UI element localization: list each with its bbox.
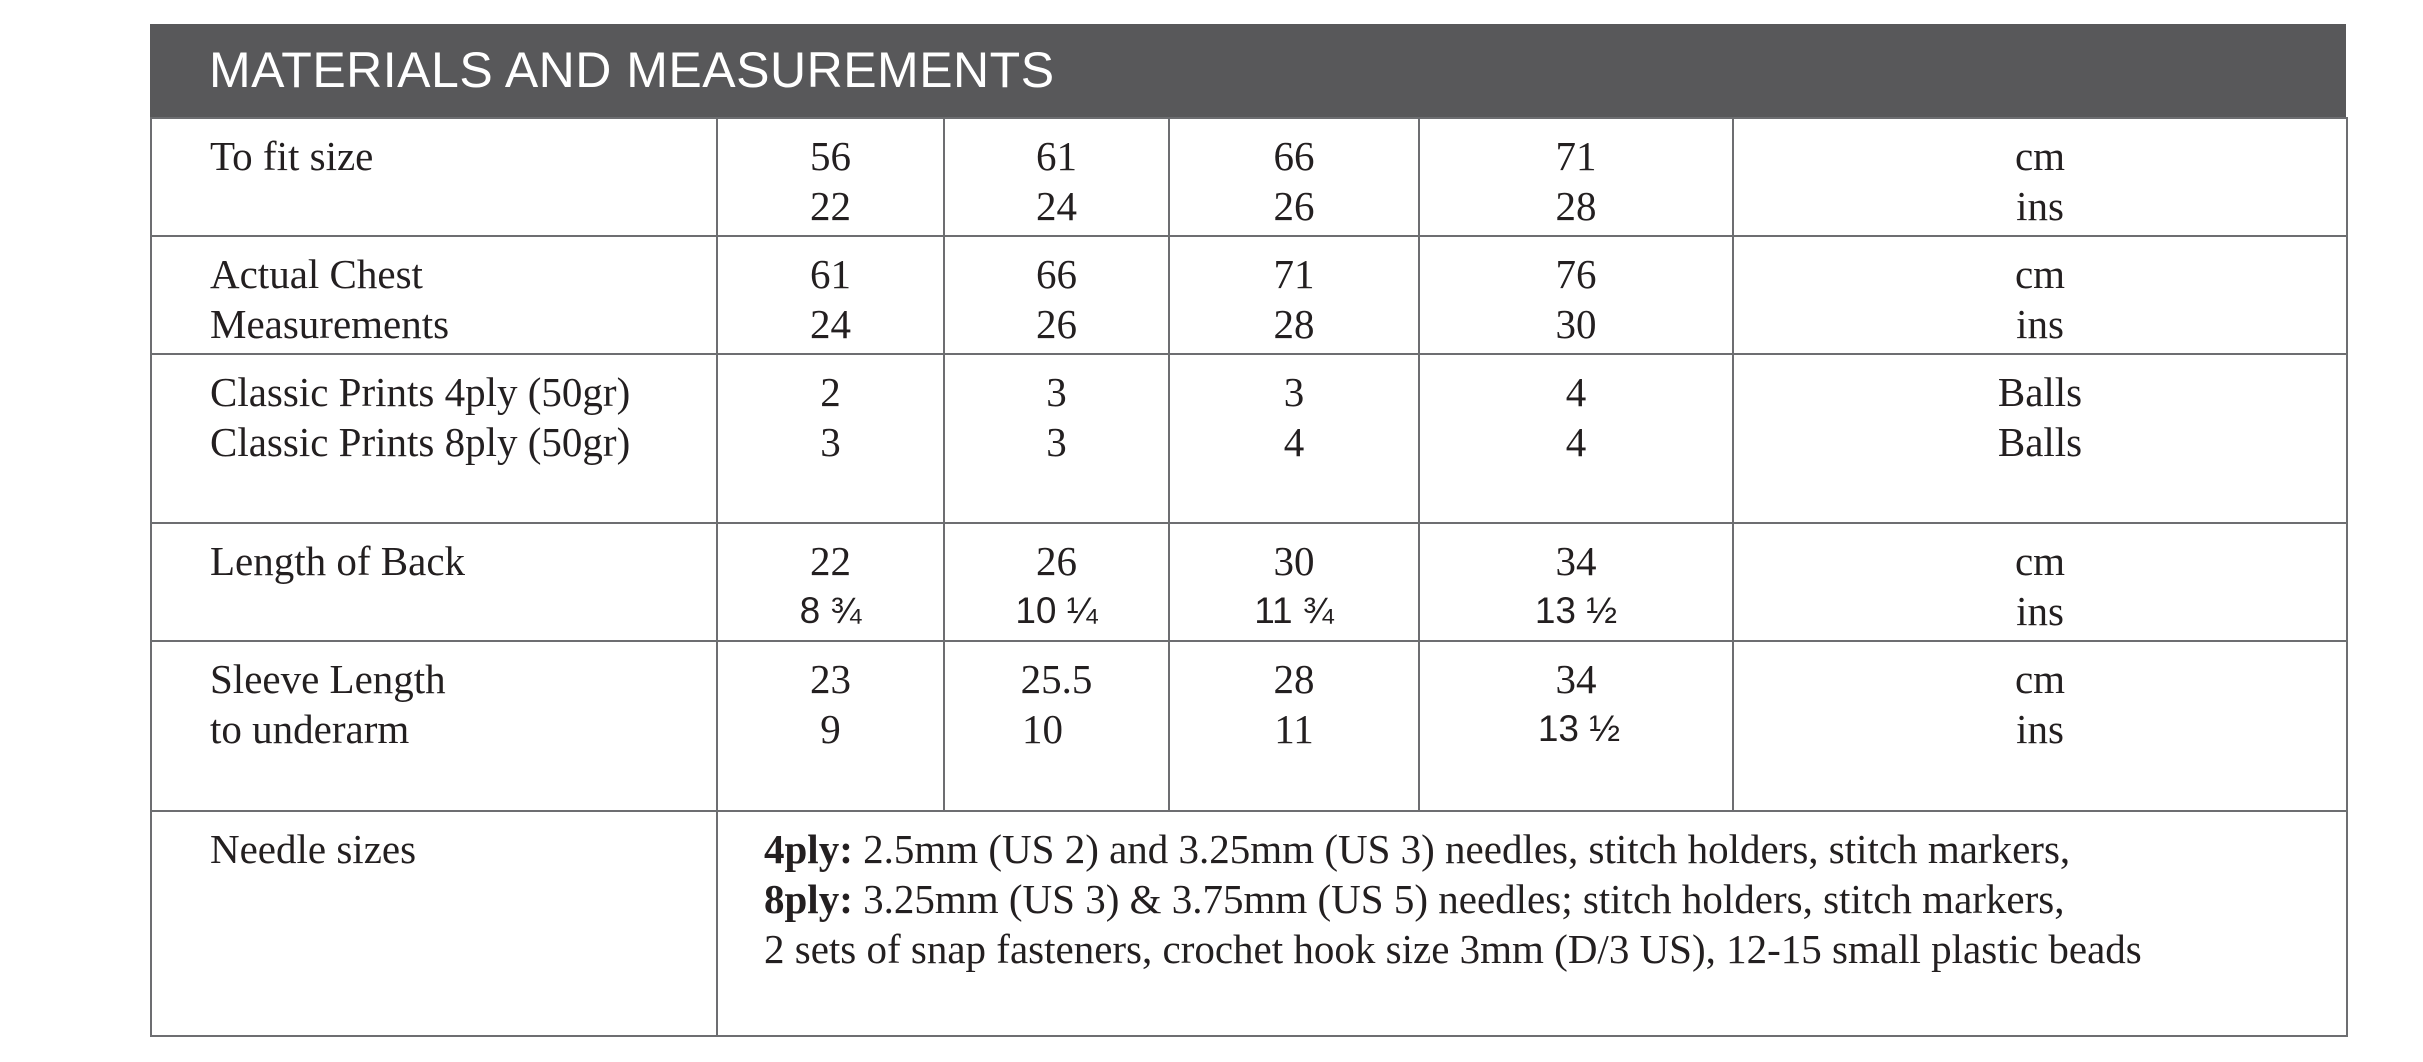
- unit-label: Balls: [1997, 369, 2083, 415]
- row-label-line: Classic Prints 4ply (50gr): [210, 369, 631, 415]
- unit-cell: [1733, 354, 2347, 523]
- value-ins: 13 ½: [1537, 708, 1621, 749]
- measurements-table: [150, 117, 2348, 1037]
- value-ins: 28: [1555, 183, 1597, 229]
- value-cm: 66: [1036, 251, 1077, 297]
- size-cell: [1169, 354, 1419, 523]
- needles-description: [717, 811, 2347, 1036]
- size-cell: [1419, 118, 1733, 236]
- table-row: [151, 811, 2347, 1036]
- size-cell: [1419, 354, 1733, 523]
- row-label: [151, 523, 717, 641]
- unit-label: ins: [2016, 301, 2064, 347]
- size-cell: [944, 641, 1169, 811]
- value-ins: 9: [820, 706, 841, 752]
- row-label: [151, 118, 717, 236]
- row-label: [151, 811, 717, 1036]
- size-cell: [1419, 641, 1733, 811]
- value-ins: 11: [1274, 706, 1314, 752]
- value-cm: 22: [810, 538, 851, 584]
- value-ins: 26: [1273, 183, 1315, 229]
- row-label-line: To fit size: [210, 133, 374, 179]
- needles-8ply-label: 8ply:: [764, 876, 853, 922]
- needles-4ply-label: 4ply:: [764, 826, 853, 872]
- value-cm: 26: [1036, 538, 1077, 584]
- value-8ply: 3: [1046, 419, 1067, 465]
- value-4ply: 3: [1283, 369, 1305, 415]
- value-cm: 28: [1273, 656, 1315, 702]
- unit-label: ins: [2016, 183, 2064, 229]
- value-cm: 71: [1273, 251, 1315, 297]
- row-label-line: Sleeve Length: [210, 656, 446, 702]
- unit-label: cm: [2014, 133, 2066, 179]
- unit-label: cm: [2014, 251, 2066, 297]
- value-cm: 30: [1273, 538, 1315, 584]
- size-cell: [1169, 641, 1419, 811]
- value-cm: 66: [1273, 133, 1315, 179]
- needles-line-4ply: [764, 824, 2346, 874]
- value-cm: 34: [1555, 656, 1597, 702]
- unit-label: cm: [2014, 538, 2066, 584]
- unit-label: cm: [2014, 656, 2066, 702]
- unit-cell: [1733, 641, 2347, 811]
- value-ins: 13 ½: [1534, 590, 1618, 631]
- row-label-line: Classic Prints 8ply (50gr): [210, 419, 631, 465]
- value-4ply: 2: [820, 369, 841, 415]
- value-8ply: 3: [820, 419, 841, 465]
- value-cm: 76: [1555, 251, 1597, 297]
- value-cm: 56: [810, 133, 851, 179]
- unit-cell: [1733, 523, 2347, 641]
- row-label: [151, 354, 717, 523]
- table-row: [151, 523, 2347, 641]
- size-cell: [717, 236, 944, 354]
- value-cm: 61: [810, 251, 851, 297]
- value-cm: 71: [1555, 133, 1597, 179]
- value-cm: 25.5: [1020, 656, 1093, 702]
- value-ins: 26: [1036, 301, 1077, 347]
- unit-cell: [1733, 236, 2347, 354]
- materials-sheet: [150, 24, 2346, 1037]
- size-cell: [944, 354, 1169, 523]
- size-cell: [1419, 236, 1733, 354]
- row-label-line: Measurements: [210, 301, 450, 347]
- size-cell: [1169, 236, 1419, 354]
- size-cell: [944, 523, 1169, 641]
- value-ins: 24: [810, 301, 851, 347]
- unit-label: ins: [2016, 706, 2064, 752]
- value-ins: 28: [1273, 301, 1315, 347]
- unit-label: Balls: [1997, 419, 2083, 465]
- value-ins: 30: [1555, 301, 1597, 347]
- unit-label: ins: [2016, 588, 2064, 634]
- value-ins: 8 ¾: [799, 590, 862, 631]
- row-label: [151, 641, 717, 811]
- needles-line-8ply: [764, 874, 2346, 924]
- size-cell: [944, 118, 1169, 236]
- table-row: [151, 118, 2347, 236]
- value-8ply: 4: [1283, 419, 1305, 465]
- value-ins: 24: [1036, 183, 1077, 229]
- table-row: [151, 236, 2347, 354]
- value-ins: 22: [810, 183, 851, 229]
- size-cell: [717, 118, 944, 236]
- value-4ply: 4: [1565, 369, 1587, 415]
- size-cell: [717, 354, 944, 523]
- unit-cell: [1733, 118, 2347, 236]
- row-label-line: Length of Back: [210, 538, 466, 584]
- size-cell: [944, 236, 1169, 354]
- size-cell: [717, 641, 944, 811]
- needles-8ply-text: 3.25mm (US 3) & 3.75mm (US 5) needles; stitch holders, stitch markers,: [852, 876, 2065, 922]
- value-cm: 61: [1036, 133, 1077, 179]
- row-label-line: Actual Chest: [210, 251, 423, 297]
- value-ins: 11 ¾: [1254, 590, 1334, 631]
- needles-4ply-text: 2.5mm (US 2) and 3.25mm (US 3) needles, stitch holders, stitch markers,: [852, 826, 2071, 872]
- size-cell: [717, 523, 944, 641]
- size-cell: [1419, 523, 1733, 641]
- needles-line-notions: 2 sets of snap fasteners, crochet hook size 3mm (D/3 US), 12-15 small plastic beads: [764, 926, 2142, 972]
- size-cell: [1169, 523, 1419, 641]
- value-cm: 23: [810, 656, 851, 702]
- value-cm: 34: [1555, 538, 1597, 584]
- size-cell: [1169, 118, 1419, 236]
- table-row: [151, 354, 2347, 523]
- row-label-line: to underarm: [210, 706, 410, 752]
- value-ins: 10 ¼: [1015, 590, 1098, 631]
- row-label-line: Needle sizes: [210, 826, 417, 872]
- value-8ply: 4: [1565, 419, 1587, 465]
- section-header: MATERIALS AND MEASUREMENTS: [150, 24, 2346, 117]
- value-ins: 10: [1022, 706, 1063, 752]
- value-4ply: 3: [1046, 369, 1067, 415]
- row-label: [151, 236, 717, 354]
- table-row: [151, 641, 2347, 811]
